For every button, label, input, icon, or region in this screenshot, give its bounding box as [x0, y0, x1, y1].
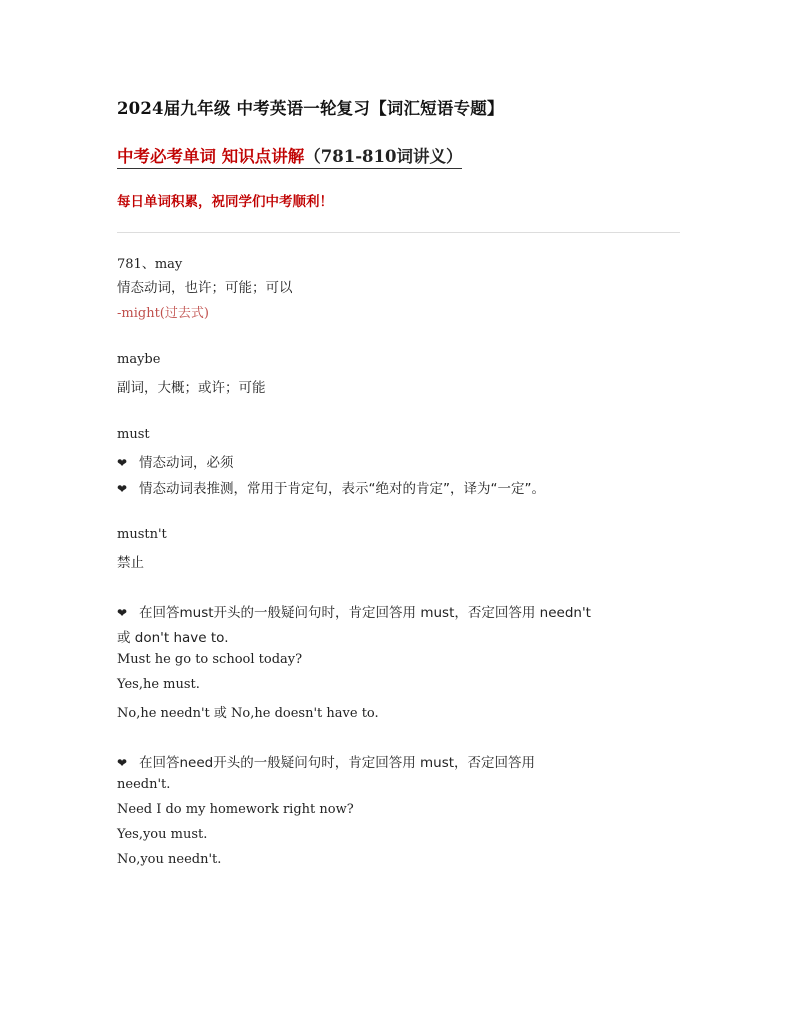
headword-mustnt: mustn't: [117, 527, 167, 542]
heart-icon: ❤: [117, 606, 128, 620]
heart-icon: ❤: [117, 756, 128, 770]
example-yes: Yes,he must.: [117, 677, 200, 692]
must-usage-2: 情态动词表推测，常用于肯定句，表示“绝对的肯定”，译为“一定”。: [139, 481, 545, 497]
list-item: [117, 451, 234, 471]
example-no: No,you needn't.: [117, 852, 222, 867]
must-usage-1: 情态动词，必须: [139, 455, 234, 471]
example-no: No,he needn't 或 No,he doesn't have to.: [117, 706, 379, 721]
list-item: [117, 751, 535, 771]
example-question: Need I do my homework right now?: [117, 802, 354, 817]
document-title: 2024届九年级 中考英语一轮复习【词汇短语专题】: [117, 99, 504, 118]
subtitle-topic: 中考必考单词 知识点讲解: [117, 147, 305, 166]
must-answer-rule: 在回答must开头的一般疑问句时，肯定回答用 must，否定回答用 needn't: [139, 605, 591, 621]
subtitle-range: （781-810词讲义）: [304, 147, 463, 166]
meaning-mustnt: 禁止: [117, 555, 144, 571]
must-answer-rule-cont: 或 don't have to.: [117, 630, 229, 646]
divider: [117, 232, 680, 233]
example-yes: Yes,you must.: [117, 827, 208, 842]
headword-must: must: [117, 427, 150, 442]
heart-icon: ❤: [117, 456, 128, 470]
document-subtitle: [117, 143, 462, 169]
headword-may: 781、may: [117, 257, 183, 272]
list-item: [117, 477, 545, 497]
need-answer-rule: 在回答need开头的一般疑问句时，肯定回答用 must，否定回答用: [139, 755, 536, 771]
meaning-maybe: 副词，大概；或许；可能: [117, 380, 266, 396]
headword-maybe: maybe: [117, 352, 161, 367]
example-question: Must he go to school today?: [117, 652, 303, 667]
past-tense-may: -might(过去式): [117, 306, 209, 321]
list-item: [117, 601, 591, 621]
need-answer-rule-cont: needn't.: [117, 777, 171, 792]
heart-icon: ❤: [117, 482, 128, 496]
meaning-may: 情态动词，也许；可能；可以: [117, 280, 293, 296]
motto: 每日单词积累，祝同学们中考顺利！: [117, 194, 333, 210]
